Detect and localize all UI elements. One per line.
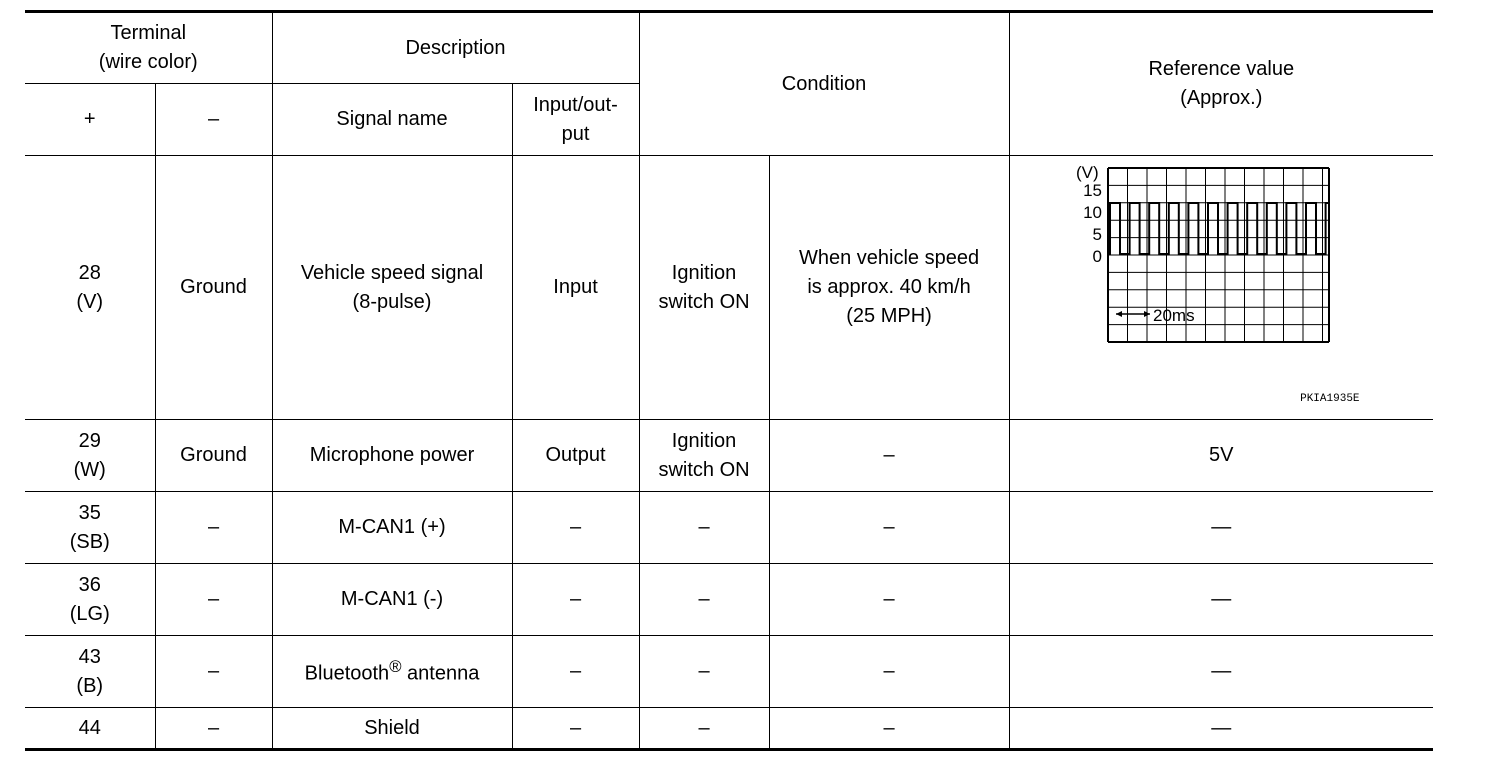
header-terminal: Terminal (wire color) [25,12,272,84]
table-row [25,420,1433,492]
y-tick-label: 10 [1082,202,1102,222]
condition-detail: When vehicle speed is approx. 40 km/h (25 MPH) [769,156,1009,420]
y-tick-label: 0 [1092,246,1102,266]
terminal-plus: 28 (V) [25,156,155,420]
time-scale-label: 20ms [1152,305,1195,325]
terminal-plus: 36 (LG) [25,564,155,636]
signal-name: Vehicle speed signal (8-pulse) [272,156,512,420]
signal-name: M-CAN1 (-) [272,564,512,636]
header-condition: Condition [639,12,1009,156]
header-input-output: Input/out- put [512,84,639,156]
input-output: – [512,708,639,750]
condition-detail: – [769,492,1009,564]
input-output: Output [512,420,639,492]
terminal-minus: Ground [155,156,272,420]
signal-name-suffix: antenna [401,662,480,685]
table-row [25,492,1433,564]
condition-switch: Ignition switch ON [639,420,769,492]
waveform-graph [1074,158,1344,358]
y-tick-label: 15 [1082,180,1102,200]
registered-mark: ® [389,656,402,676]
reference-waveform-cell [1009,156,1433,420]
input-output: Input [512,156,639,420]
voltage-unit-label: (V) [1075,162,1099,182]
input-output: – [512,564,639,636]
terminal-reference-table [25,10,1433,751]
condition-switch: – [639,636,769,708]
table-row [25,156,1433,420]
terminal-plus: 29 (W) [25,420,155,492]
condition-detail: – [769,636,1009,708]
figure-id: PKIA1935E [1300,392,1360,405]
terminal-minus: – [155,564,272,636]
pulse-waveform-figure [1014,158,1412,418]
signal-name: Shield [272,708,512,750]
terminal-plus: 35 (SB) [25,492,155,564]
input-output: – [512,492,639,564]
header-plus: + [25,84,155,156]
signal-name: Microphone power [272,420,512,492]
condition-detail: – [769,708,1009,750]
condition-detail: – [769,420,1009,492]
header-minus: – [155,84,272,156]
condition-switch: – [639,564,769,636]
terminal-minus: – [155,636,272,708]
condition-detail: – [769,564,1009,636]
terminal-minus: – [155,492,272,564]
pulse-signal-trace [1108,203,1329,254]
terminal-minus: Ground [155,420,272,492]
condition-switch: Ignition switch ON [639,156,769,420]
terminal-plus: 44 [25,708,155,750]
y-tick-label: 5 [1092,224,1102,244]
table-row [25,636,1433,708]
condition-switch: – [639,492,769,564]
reference-value: — [1009,636,1433,708]
terminal-minus: – [155,708,272,750]
signal-name-text: Bluetooth [304,662,390,685]
reference-value: — [1009,492,1433,564]
reference-value: 5V [1009,420,1433,492]
condition-switch: – [639,708,769,750]
reference-value: — [1009,564,1433,636]
arrow-head-left-icon [1116,311,1122,317]
header-description: Description [272,12,639,84]
table-row [25,564,1433,636]
terminal-plus: 43 (B) [25,636,155,708]
signal-name: M-CAN1 (+) [272,492,512,564]
table-row [25,708,1433,750]
header-reference-value: Reference value (Approx.) [1009,12,1433,156]
input-output: – [512,636,639,708]
reference-value: — [1009,708,1433,750]
header-signal-name: Signal name [272,84,512,156]
signal-name [272,636,512,708]
